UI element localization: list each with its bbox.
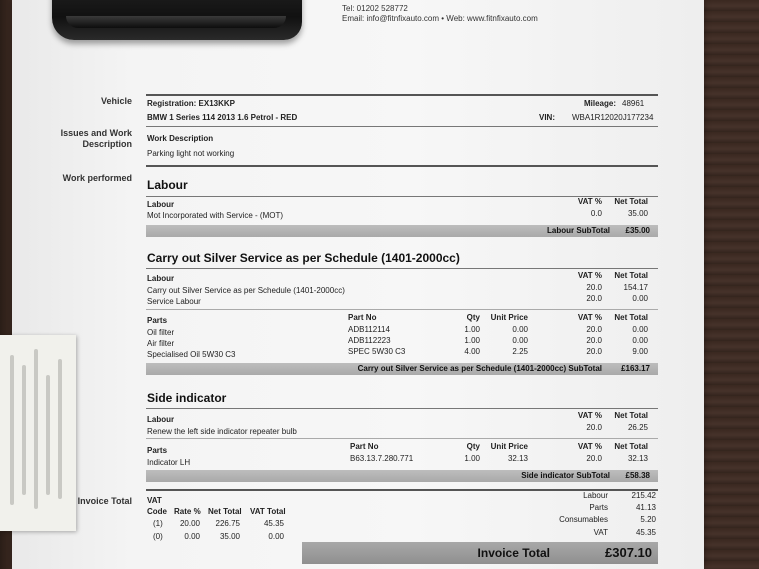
service-qty-header: Qty (466, 313, 480, 322)
indicator-section-title: Side indicator (147, 391, 227, 405)
service-partno-header: Part No (348, 313, 377, 322)
service-part-unit-3: 2.25 (512, 347, 528, 356)
service-part-net-1: 0.00 (632, 325, 648, 334)
service-part-qty-3: 4.00 (464, 347, 480, 356)
service-part-name-1: Oil filter (147, 328, 175, 337)
service-part-qty-2: 1.00 (464, 336, 480, 345)
service-part-vat-1: 20.0 (586, 325, 602, 334)
service-part-unit-1: 0.00 (512, 325, 528, 334)
service-labour-net-1: 154.17 (623, 283, 648, 292)
service-labour-desc-2: Service Labour (147, 297, 201, 306)
service-subtotal-value: £163.17 (621, 364, 650, 373)
vat-row2-net: 35.00 (219, 532, 240, 541)
vin-label: VIN: (539, 113, 555, 122)
totals-labour-value: 215.42 (631, 491, 656, 500)
service-part-name-2: Air filter (147, 339, 175, 348)
contact-phone: Tel: 01202 528772 (342, 4, 408, 13)
totals-parts-label: Parts (589, 503, 608, 512)
labour-subtotal-label: Labour SubTotal (547, 226, 610, 235)
indicator-part-net: 32.13 (627, 454, 648, 463)
label-invoice-total: Invoice Total (77, 496, 132, 506)
service-part-name-3: Specialised Oil 5W30 C3 (147, 350, 236, 359)
totals-parts-value: 41.13 (635, 503, 656, 512)
label-issues: Issues and Work Description (60, 128, 132, 149)
indicator-parts-rule (146, 438, 658, 439)
indicator-subtotal-value: £58.38 (625, 471, 650, 480)
labour-col-vat: VAT % (577, 197, 602, 206)
service-parts-header: Parts (147, 316, 168, 325)
mileage-value: 48961 (622, 99, 645, 108)
service-col-labour: Labour (147, 274, 175, 283)
vehicle-registration: Registration: EX13KKP (147, 99, 236, 108)
vat-row1-code: (1) (153, 519, 163, 528)
service-labour-vat-2: 20.0 (586, 294, 602, 303)
work-description-text: Parking light not working (147, 149, 235, 158)
vat-row2-rate: 0.00 (184, 532, 200, 541)
service-parts-rule (146, 309, 658, 310)
indicator-qty-header: Qty (466, 442, 480, 451)
indicator-subtotal-label: Side indicator SubTotal (521, 471, 610, 480)
indicator-parts-header: Parts (147, 446, 168, 455)
invoice-paper (12, 0, 704, 569)
service-part-net-3: 9.00 (632, 347, 648, 356)
service-part-no-2: ADB112223 (348, 336, 391, 345)
indicator-vat-header: VAT % (577, 442, 602, 451)
labour-section-title: Labour (147, 178, 188, 192)
labour-row-net: 35.00 (627, 209, 648, 218)
folded-receipt-slip (0, 335, 76, 531)
service-part-no-3: SPEC 5W30 C3 (348, 347, 406, 356)
indicator-part-qty: 1.00 (464, 454, 480, 463)
service-unit-header: Unit Price (490, 313, 528, 322)
vat-row1-net: 226.75 (215, 519, 240, 528)
service-subtotal-bar (146, 363, 658, 375)
indicator-labour-vat: 20.0 (586, 423, 602, 432)
vat-header-total: VAT Total (250, 507, 286, 516)
service-labour-net-2: 0.00 (632, 294, 648, 303)
vat-row2-code: (0) (153, 532, 163, 541)
vat-header-vat: VAT (147, 496, 162, 505)
labour-row-vat: 0.0 (590, 209, 602, 218)
indicator-header-rule (146, 408, 658, 409)
invoice-total-value: £307.10 (605, 545, 652, 560)
indicator-part-name: Indicator LH (147, 458, 191, 467)
indicator-part-no: B63.13.7.280.771 (350, 454, 414, 463)
vehicle-bottom-rule (146, 126, 658, 127)
service-vat-header: VAT % (577, 313, 602, 322)
totals-consumables-label: Consumables (559, 515, 608, 524)
indicator-part-vat: 20.0 (586, 454, 602, 463)
service-col-net: Net Total (614, 271, 648, 280)
work-description-heading: Work Description (147, 134, 214, 143)
totals-labour-label: Labour (583, 491, 608, 500)
invoice-total-label: Invoice Total (477, 546, 550, 560)
totals-vat-label: VAT (593, 528, 608, 537)
service-part-vat-2: 20.0 (586, 336, 602, 345)
service-labour-desc-1: Carry out Silver Service as per Schedule (1401-2000cc) (147, 286, 345, 295)
labour-col-net: Net Total (614, 197, 648, 206)
vat-header-code: Code (147, 507, 167, 516)
vat-row1-rate: 20.00 (179, 519, 200, 528)
service-header-rule (146, 268, 658, 269)
indicator-col-labour: Labour (147, 415, 175, 424)
label-vehicle: Vehicle (100, 96, 132, 106)
issues-bottom-rule (146, 165, 658, 167)
service-net-header: Net Total (614, 313, 648, 322)
vehicle-model: BMW 1 Series 114 2013 1.6 Petrol - RED (147, 113, 298, 122)
labour-col-labour: Labour (147, 200, 175, 209)
indicator-labour-desc: Renew the left side indicator repeater bulb (147, 427, 297, 436)
vat-row2-vat: 0.00 (268, 532, 284, 541)
labour-subtotal-bar (146, 225, 658, 237)
service-part-net-2: 0.00 (632, 336, 648, 345)
indicator-col-net: Net Total (614, 411, 648, 420)
service-labour-vat-1: 20.0 (586, 283, 602, 292)
service-col-vat: VAT % (577, 271, 602, 280)
vat-row1-vat: 45.35 (263, 519, 284, 528)
vat-header-rate: Rate % (174, 507, 201, 516)
label-work-performed: Work performed (62, 173, 132, 183)
vat-header-net: Net Total (208, 507, 242, 516)
labour-subtotal-value: £35.00 (625, 226, 650, 235)
service-part-vat-3: 20.0 (586, 347, 602, 356)
indicator-partno-header: Part No (350, 442, 379, 451)
indicator-labour-net: 26.25 (627, 423, 648, 432)
service-section-title: Carry out Silver Service as per Schedule (1401-2000cc) (147, 251, 460, 265)
indicator-subtotal-bar (146, 470, 658, 482)
car-key-fob (52, 0, 302, 40)
invoice-total-bar (302, 542, 658, 564)
service-part-qty-1: 1.00 (464, 325, 480, 334)
indicator-unit-header: Unit Price (490, 442, 528, 451)
indicator-net-header: Net Total (614, 442, 648, 451)
indicator-col-vat: VAT % (577, 411, 602, 420)
service-part-unit-2: 0.00 (512, 336, 528, 345)
service-subtotal-label: Carry out Silver Service as per Schedule (1401-2000cc) SubTotal (357, 364, 602, 373)
vehicle-top-rule (146, 94, 658, 96)
contact-email-web: Email: info@fitnfixauto.com • Web: www.fitnfixauto.com (342, 14, 538, 23)
totals-vat-value: 45.35 (635, 528, 656, 537)
vin-value: WBA1R12020J177234 (572, 113, 654, 122)
indicator-part-unit: 32.13 (507, 454, 528, 463)
labour-row-desc: Mot Incorporated with Service - (MOT) (147, 211, 284, 220)
mileage-label: Mileage: (584, 99, 617, 108)
service-part-no-1: ADB112114 (348, 325, 390, 334)
totals-consumables-value: 5.20 (640, 515, 656, 524)
